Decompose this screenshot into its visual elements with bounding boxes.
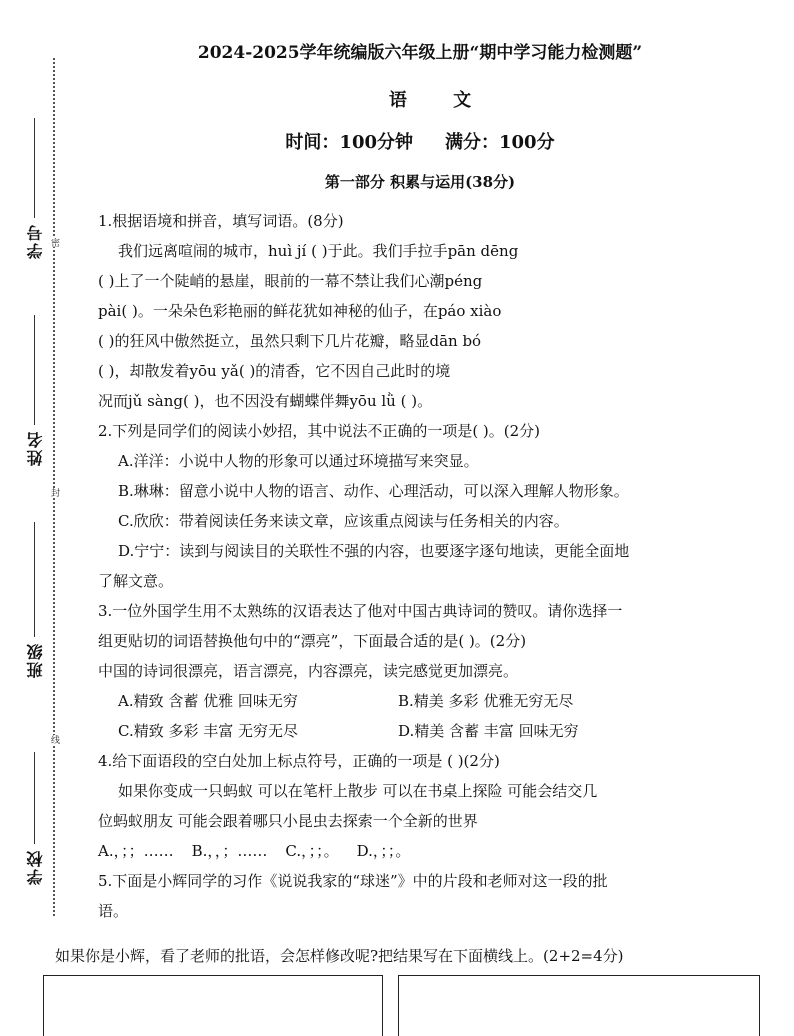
q1-line-1: 我们远离喧闹的城市，huì jí ( )于此。我们手拉手pān dēng <box>118 242 519 260</box>
school-label: 学校 <box>26 849 45 885</box>
q3-options-ab <box>98 686 743 716</box>
school-field[interactable] <box>22 752 48 892</box>
q4-options <box>98 836 743 866</box>
class-label: 班级 <box>26 642 45 678</box>
class-field[interactable] <box>22 522 48 687</box>
q3-option-a: A.精致 含蓄 优雅 回味无穷 <box>118 692 298 710</box>
q1-line-6: 况而jǔ sàng( )，也不因没有蝴蝶伴舞yōu lǜ ( )。 <box>98 392 433 410</box>
q2-option-b: B.琳琳：留意小说中人物的语言、动作、心理活动，可以深入理解人物形象。 <box>118 482 629 500</box>
exam-info <box>100 128 740 154</box>
binding-dotted-line <box>53 58 55 916</box>
student-id-label: 学号 <box>26 223 45 259</box>
q4-option-b: B.，，；…… <box>191 842 268 860</box>
q3-options-cd <box>98 716 743 746</box>
q1-line-4: ( )的狂风中傲然挺立，虽然只剩下几片花瓣，略显dān bó <box>98 332 482 350</box>
q1-line-5: ( )，却散发着yōu yǎ( )的清香，它不因自己此时的境 <box>98 362 451 380</box>
q2-option-d-cont: 了解文意。 <box>98 572 174 590</box>
time-limit: 时间：100分钟 <box>285 132 413 153</box>
q4-passage-2: 位蚂蚁朋友 可能会跟着哪只小昆虫去探索一个全新的世界 <box>98 812 478 830</box>
q2-option-a: A.洋洋：小说中人物的形象可以通过环境描写来突显。 <box>118 452 479 470</box>
revision-instruction: 如果你是小辉，看了老师的批语，会怎样修改呢?把结果写在下面横线上。(2+2=4分) <box>55 947 624 965</box>
name-label: 姓名 <box>26 430 45 466</box>
q4-passage-1: 如果你变成一只蚂蚁 可以在笔杆上散步 可以在书桌上探险 可能会结交几 <box>118 782 598 800</box>
answer-box-right[interactable] <box>398 975 760 1036</box>
q1-line-3: pài( )。一朵朵色彩艳丽的鲜花犹如神秘的仙子，在páo xiào <box>98 302 502 320</box>
q3-title-cont: 组更贴切的词语替换他句中的“漂亮”，下面最合适的是( )。(2分) <box>98 632 527 650</box>
q5-title: 5.下面是小辉同学的习作《说说我家的“球迷”》中的片段和老师对这一段的批 <box>98 872 608 890</box>
q5-title-cont: 语。 <box>98 902 129 920</box>
q3-option-c: C.精致 多彩 丰富 无穷无尽 <box>118 722 299 740</box>
q3-option-d: D.精美 含蓄 丰富 回味无穷 <box>398 722 579 740</box>
q1-title: 1.根据语境和拼音，填写词语。(8分) <box>98 212 344 230</box>
part-heading: 第一部分 积累与运用(38分) <box>324 173 516 191</box>
q2-option-d: D.宁宁：读到与阅读目的关联性不强的内容，也要逐字逐句地读，更能全面地 <box>118 542 630 560</box>
exam-title: 2024-2025学年统编版六年级上册“期中学习能力检测题” <box>197 43 643 63</box>
q4-option-a: A.，；；…… <box>98 842 174 860</box>
class-line <box>34 522 35 637</box>
student-id-field[interactable] <box>22 118 48 268</box>
name-line <box>34 315 35 425</box>
full-score: 满分：100分 <box>445 132 555 153</box>
seal-mark-mi: 密 <box>49 238 59 247</box>
q2-title: 2.下列是同学们的阅读小妙招，其中说法不正确的一项是( )。(2分) <box>98 422 541 440</box>
name-field[interactable] <box>22 315 48 475</box>
q2-option-c: C.欣欣：带着阅读任务来读文章，应该重点阅读与任务相关的内容。 <box>118 512 569 530</box>
q4-title: 4.给下面语段的空白处加上标点符号，正确的一项是 ( )(2分) <box>98 752 500 770</box>
q1-line-2: ( )上了一个陡峭的悬崖，眼前的一幕不禁让我们心潮péng <box>98 272 483 290</box>
student-id-line <box>34 118 35 218</box>
q3-sentence: 中国的诗词很漂亮，语言漂亮，内容漂亮，读完感觉更加漂亮。 <box>98 662 519 680</box>
q4-option-c: C.，；；。 <box>285 842 339 860</box>
answer-box-left[interactable] <box>43 975 383 1036</box>
q3-option-b: B.精美 多彩 优雅无穷无尽 <box>398 692 574 710</box>
q4-option-d: D.，；；。 <box>356 842 411 860</box>
q3-title: 3.一位外国学生用不太熟练的汉语表达了他对中国古典诗词的赞叹。请你选择一 <box>98 602 623 620</box>
question-content <box>98 206 743 926</box>
school-line <box>34 752 35 844</box>
seal-mark-feng: 封 <box>49 488 59 497</box>
subject-title: 语 文 <box>388 90 492 111</box>
seal-mark-xian: 线 <box>49 735 59 744</box>
